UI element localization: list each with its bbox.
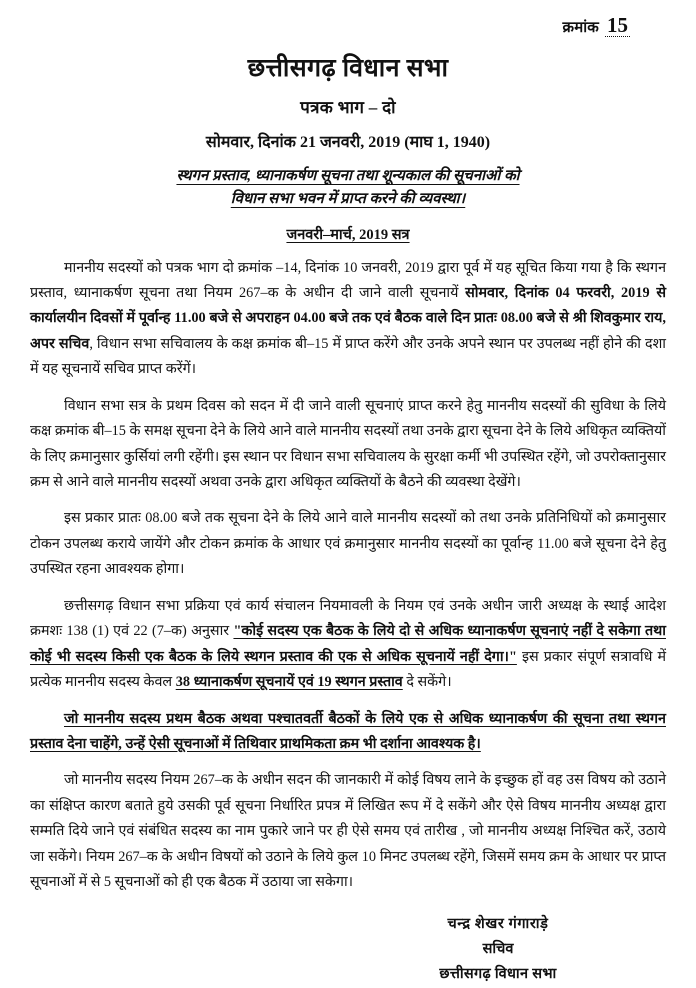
document-body: [30, 256, 666, 896]
text-run: जो माननीय सदस्य नियम 267–क के अधीन सदन की जानकारी में कोई विषय लाने के इच्छुक हों वह उस विषय को उठाने का संक्षिप्त कारण बताते हुये उसकी पूर्व सूचना निर्धारित प्रपत्र में लिखित रूप में दे सकेंगे और ऐसे विषय माननीय अध्यक्ष द्वारा सम्मति दिये जाने एवं संबंधित सदस्य का नाम पुकारे जाने पर ही ऐसे समय एवं तारीख , जो माननीय अध्यक्ष निश्चित करें, उठाये जा सकेंगे। नियम 267–क के अधीन विषयों को उठाने के लिये कुल 10 मिनट उपलब्ध रहेंगे, जिसमें समय क्रम के आधार पर प्राप्त सूचनाओं में से 5 सूचनाओं को ही एक बैठक में उठाया जा सकेगा।: [30, 772, 666, 891]
text-run: विधान सभा सत्र के प्रथम दिवस को सदन में दी जाने वाली सूचनाएं प्राप्त करने हेतु माननीय सदस्यों की सुविधा के लिये कक्ष क्रमांक बी–15 के समक्ष सूचना देने के लिये आने वाले माननीय सदस्यों तथा उनके द्वारा सूचना देने के लिये अधिकृत व्यक्तियों के लिए क्रमानुसार कुर्सियां लगी रहेंगी। इस स्थान पर विधान सभा सचिवालय के सुरक्षा कर्मी भी उपस्थित रहेंगे, जो उपरोक्तानुसार क्रम से आने वाले माननीय सदस्यों अथवा उनके द्वारा अधिकृत व्यक्तियों के बैठने की व्यवस्था देखेंगे।: [30, 397, 666, 490]
session-label: जनवरी–मार्च, 2019 सत्र: [286, 226, 410, 243]
serial-number-row: [30, 14, 666, 40]
serial-value: 15: [607, 13, 628, 37]
page-title: छत्तीसगढ़ विधान सभा: [247, 55, 449, 82]
text-run: इस प्रकार प्रातः 08.00 बजे तक सूचना देने के लिये आने वाले माननीय सदस्यों को तथा उनके प्रतिनिधियों को क्रमानुसार टोकन उपलब्ध कराये जायेंगे और टोकन क्रमांक के आधार एवं क्रमानुसार माननीय सदस्यों का पूर्वान्ह 11.00 बजे सूचना देने हेतु उपस्थित रहना आवश्यक होगा।: [30, 510, 666, 578]
text-run: , विधान सभा सचिवालय के कक्ष क्रमांक बी–15 में प्राप्त करेंगे और उनके अपने स्थान पर उपलब्ध नहीं होने की दशा में यह सूचनायें सचिव प्राप्त करेंगें।: [30, 335, 666, 378]
signatory-role: सचिव: [482, 940, 514, 957]
serial-label: क्रमांक: [562, 20, 599, 36]
para-5: [30, 707, 666, 758]
para-6: [30, 768, 666, 895]
text-run: जो माननीय सदस्य प्रथम बैठक अथवा पश्चातवर्ती बैठकों के लिये एक से अधिक ध्यानाकर्षण की सूचना तथा स्थगन प्रस्ताव देना चाहेंगे, उन्हें ऐसी सूचनाओं में तिथिवार प्राथमिकता क्रम भी दर्शाना आवश्यक है।: [30, 710, 666, 752]
text-run: माननीय सदस्यों को पत्रक भाग दो क्रमांक –14, दिनांक 10 जनवरी, 2019 द्वारा पूर्व में यह सूचित किया गया है कि स्थगन प्रस्ताव, ध्यानाकर्षण सूचना तथा नियम 267–क के अधीन दी जाने वाली सूचनायें: [30, 259, 666, 301]
document-subtitle: पत्रक भाग – दो: [300, 98, 396, 117]
document-date: सोमवार, दिनांक 21 जनवरी, 2019 (माघ 1, 1940): [205, 134, 491, 151]
para-1: [30, 256, 666, 383]
document-purpose: [30, 165, 666, 212]
signatory-name: चन्द्र शेखर गंगाराड़े: [447, 915, 549, 932]
purpose-line-1: स्थगन प्रस्ताव, ध्यानाकर्षण सूचना तथा शून्यकाल की सूचनाओं को: [176, 168, 520, 184]
text-run: दे सकेंगे।: [402, 674, 452, 691]
para-2: [30, 394, 666, 496]
para-3: [30, 506, 666, 582]
signature-block: [30, 912, 666, 988]
text-run: छत्तीसगढ़ विधान सभा प्रक्रिया एवं कार्य संचालन नियमावली के नियम एवं उनके अधीन जारी अध्यक्ष के स्थाई आदेश क्रमशः 138 (1) एवं 22 (7–क) अनुसार: [30, 597, 666, 640]
signatory-org: छत्तीसगढ़ विधान सभा: [439, 966, 557, 983]
text-run: इस प्रकार संपूर्ण सत्रावधि में प्रत्येक माननीय सदस्य केवल: [30, 648, 666, 691]
text-run: सोमवार, दिनांक 04 फरवरी, 2019 से कार्यालयीन दिवसों में पूर्वान्ह 11.00 बजे से अपराहन 04.00 बजे तक एवं बैठक वाले दिन प्रातः 08.00 बजे से श्री शिवकुमार राय, अपर सचिव: [30, 284, 666, 352]
text-run: "कोई सदस्य एक बैठक के लिये दो से अधिक ध्यानाकर्षण सूचनाएं नहीं दे सकेगा तथा कोई भी सदस्य किसी एक बैठक के लिये स्थगन प्रस्ताव की एक से अधिक सूचनायें नहीं देगा।": [30, 623, 666, 665]
para-4: [30, 594, 666, 696]
text-run: 38 ध्यानाकर्षण सूचनायें एवं 19 स्थगन प्रस्ताव: [175, 674, 403, 691]
purpose-line-2: विधान सभा भवन में प्राप्त करने की व्यवस्था।: [230, 191, 466, 208]
